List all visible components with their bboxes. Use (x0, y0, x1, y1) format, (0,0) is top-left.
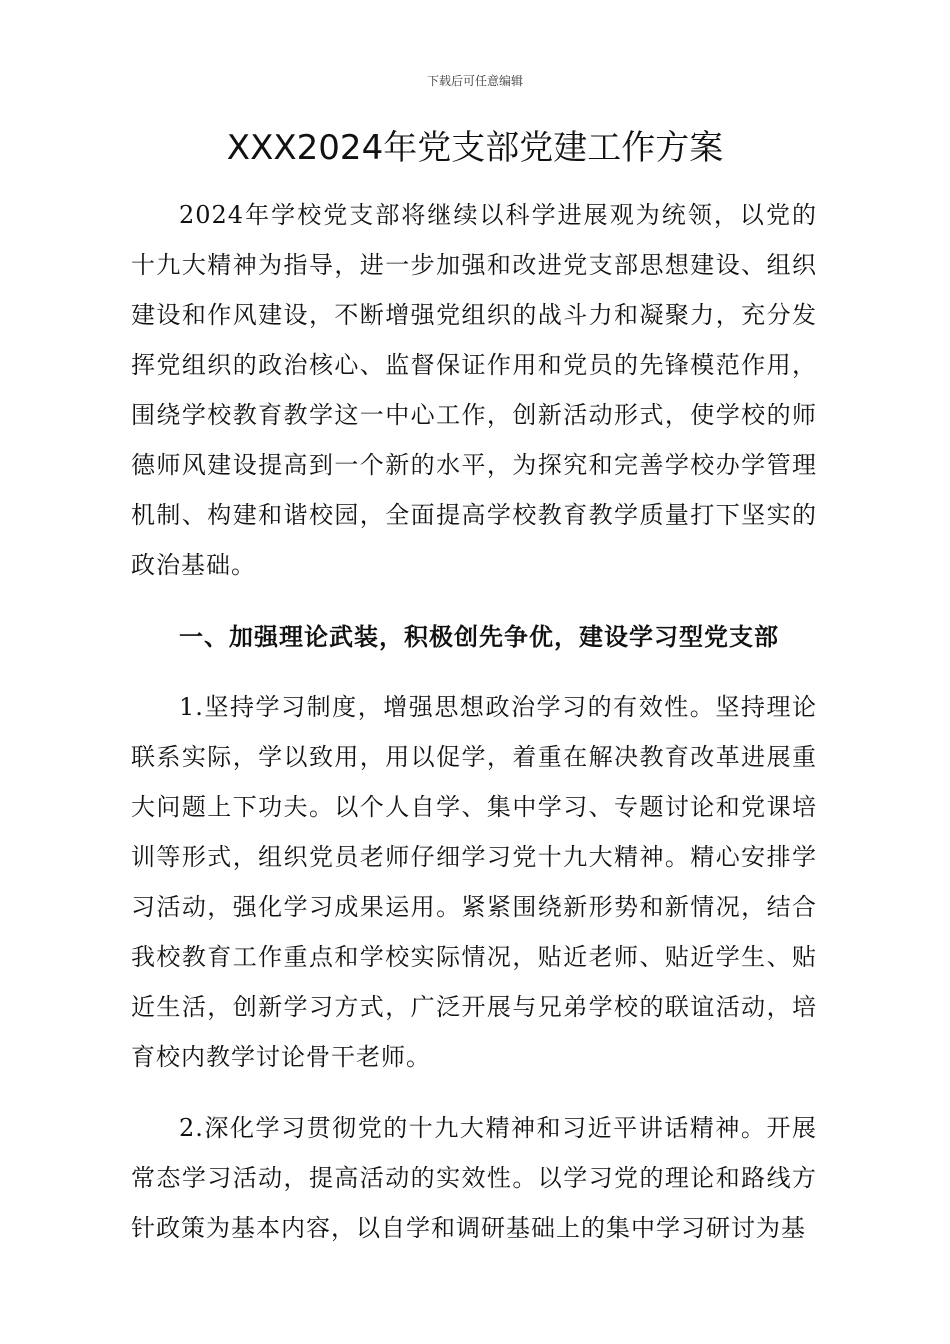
paragraph: 1.坚持学习制度，增强思想政治学习的有效性。坚持理论联系实际，学以致用，用以促学，着重在解决教育改革进展重大问题上下功夫。以个人自学、集中学习、专题讨论和党课培训等形式，组织党员老师仔细学习党十九大精神。精心安排学习活动，强化学习成果运用。紧紧围绕新形势和新情况，结合我校教育工作重点和学校实际情况，贴近老师、贴近学生、贴近生活，创新学习方式，广泛开展与兄弟学校的联谊活动，培育校内教学讨论骨干老师。 (131, 693, 817, 1071)
header-note: 下载后可任意编辑 (426, 74, 523, 88)
intro-section (131, 190, 817, 590)
document-title: XXX2024年党支部党建工作方案 (226, 128, 724, 168)
section-heading: 一、加强理论武装，积极创先争优，建设学习型党支部 (179, 623, 779, 651)
section1-item-1 (131, 682, 817, 1082)
intro-paragraph: 2024年学校党支部将继续以科学进展观为统领，以党的十九大精神为指导，进一步加强和改进党支部思想建设、组织建设和作风建设，不断增强党组织的战斗力和凝聚力，充分发挥党组织的政治核心、监督保证作用和党员的先锋模范作用，围绕学校教育教学这一中心工作，创新活动形式，使学校的师德师风建设提高到一个新的水平，为探究和完善学校办学管理机制、构建和谐校园，全面提高学校教育教学质量打下坚实的政治基础。 (131, 201, 817, 579)
section1-item-2 (131, 1103, 817, 1253)
paragraph: 2.深化学习贯彻党的十九大精神和习近平讲话精神。开展常态学习活动，提高活动的实效性。以学习党的理论和路线方针政策为基本内容，以自学和调研基础上的集中学习研讨为基 (131, 1114, 817, 1242)
